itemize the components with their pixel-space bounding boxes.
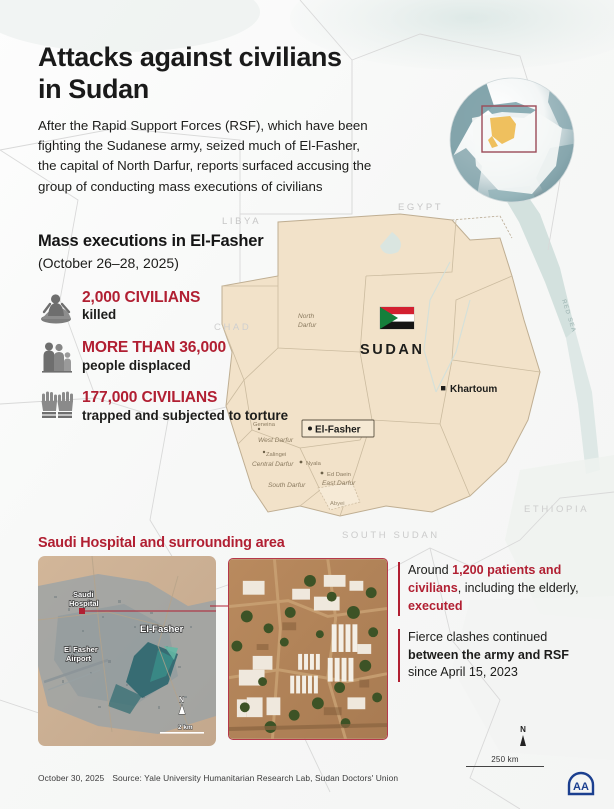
footer-date: October 30, 2025 — [38, 773, 105, 783]
anadolu-agency-logo — [566, 770, 596, 800]
stat-item — [38, 288, 348, 324]
scale-line — [466, 766, 544, 767]
displaced-family-icon — [38, 338, 74, 372]
stat-item — [38, 338, 348, 374]
bound-hands-icon — [38, 388, 74, 422]
callout-text-plain: Around — [408, 563, 453, 577]
callout-text-bold: between the army and RSF — [408, 647, 569, 662]
callout-clashes — [398, 629, 588, 683]
section-title: Mass executions in El-Fasher — [38, 232, 264, 250]
svg-text:AA: AA — [573, 781, 589, 793]
svg-text:Nyala: Nyala — [306, 461, 321, 467]
svg-text:RED SEA: RED SEA — [560, 298, 577, 334]
stat-item — [38, 388, 348, 424]
svg-text:CHAD: CHAD — [214, 322, 252, 333]
mourning-grave-icon — [38, 288, 74, 322]
svg-text:Zalingei: Zalingei — [266, 452, 287, 458]
svg-text:Airport: Airport — [66, 654, 91, 663]
scale-label: 250 km — [491, 755, 519, 764]
statistics-list — [38, 288, 348, 438]
svg-text:North: North — [298, 313, 315, 320]
svg-text:2 km: 2 km — [178, 724, 193, 731]
stat-value: 177,000 CIVILIANS — [82, 389, 218, 407]
svg-text:Geneina: Geneina — [253, 422, 275, 428]
satellite-image-detail — [228, 558, 388, 740]
footer-source: Source: Yale University Humanitarian Research Lab, Sudan Doctors' Union — [112, 773, 399, 783]
north-label: N — [520, 725, 526, 734]
stat-value: MORE THAN 36,000 — [82, 339, 227, 357]
stat-label: trapped and subjected to torture — [82, 407, 289, 423]
callout-text-plain: since April 15, 2023 — [408, 665, 518, 680]
svg-text:SOUTH SUDAN: SOUTH SUDAN — [342, 530, 440, 541]
stat-label: people displaced — [82, 357, 191, 373]
callout-patients — [398, 562, 588, 616]
svg-text:ETHIOPIA: ETHIOPIA — [524, 504, 590, 515]
footer-credits — [38, 773, 398, 783]
svg-text:El Fasher: El Fasher — [64, 645, 98, 654]
svg-text:Darfur: Darfur — [298, 322, 317, 329]
svg-text:West Darfur: West Darfur — [258, 437, 294, 444]
svg-text:LIBYA: LIBYA — [222, 216, 262, 227]
satellite-section-title: Saudi Hospital and surrounding area — [38, 535, 285, 551]
svg-text:Saudi: Saudi — [73, 590, 94, 599]
globe-inset — [432, 62, 592, 222]
stat-value: 2,000 CIVILIANS — [82, 289, 201, 306]
svg-text:El-Fasher: El-Fasher — [315, 424, 361, 436]
svg-text:East Darfur: East Darfur — [322, 480, 356, 487]
svg-text:El-Fasher: El-Fasher — [140, 624, 184, 635]
svg-text:EGYPT: EGYPT — [398, 202, 444, 213]
svg-text:Khartoum: Khartoum — [450, 384, 498, 395]
svg-text:Hospital: Hospital — [69, 599, 99, 608]
callout-list — [398, 562, 588, 695]
page-title: Attacks against civilians in Sudan — [38, 42, 342, 104]
callout-text-highlight: 1,200 patients and civilians — [408, 563, 562, 595]
standfirst-paragraph: After the Rapid Support Forces (RSF), which have been fighting the Sudanese army, seized much of El-Fasher, the capital of North Darfur, reports surfaced accusing the group of conducting mass executions of civilians — [38, 118, 372, 194]
satellite-image-wide — [38, 556, 216, 746]
callout-text-highlight: executed — [408, 598, 463, 613]
north-arrow-icon — [516, 726, 530, 752]
stat-label: killed — [82, 307, 117, 323]
callout-text-plain: , including the elderly, — [457, 580, 579, 595]
svg-text:Ed Daein: Ed Daein — [327, 472, 351, 478]
svg-text:SUDAN: SUDAN — [360, 342, 425, 358]
svg-text:Abyei: Abyei — [330, 501, 345, 507]
section-date-range: (October 26–28, 2025) — [38, 255, 179, 271]
svg-text:N: N — [179, 697, 185, 704]
callout-text-plain: Fierce clashes continued — [408, 629, 548, 644]
svg-text:South Darfur: South Darfur — [268, 482, 306, 489]
map-scale-bar — [466, 755, 544, 767]
svg-text:Central Darfur: Central Darfur — [252, 461, 294, 468]
